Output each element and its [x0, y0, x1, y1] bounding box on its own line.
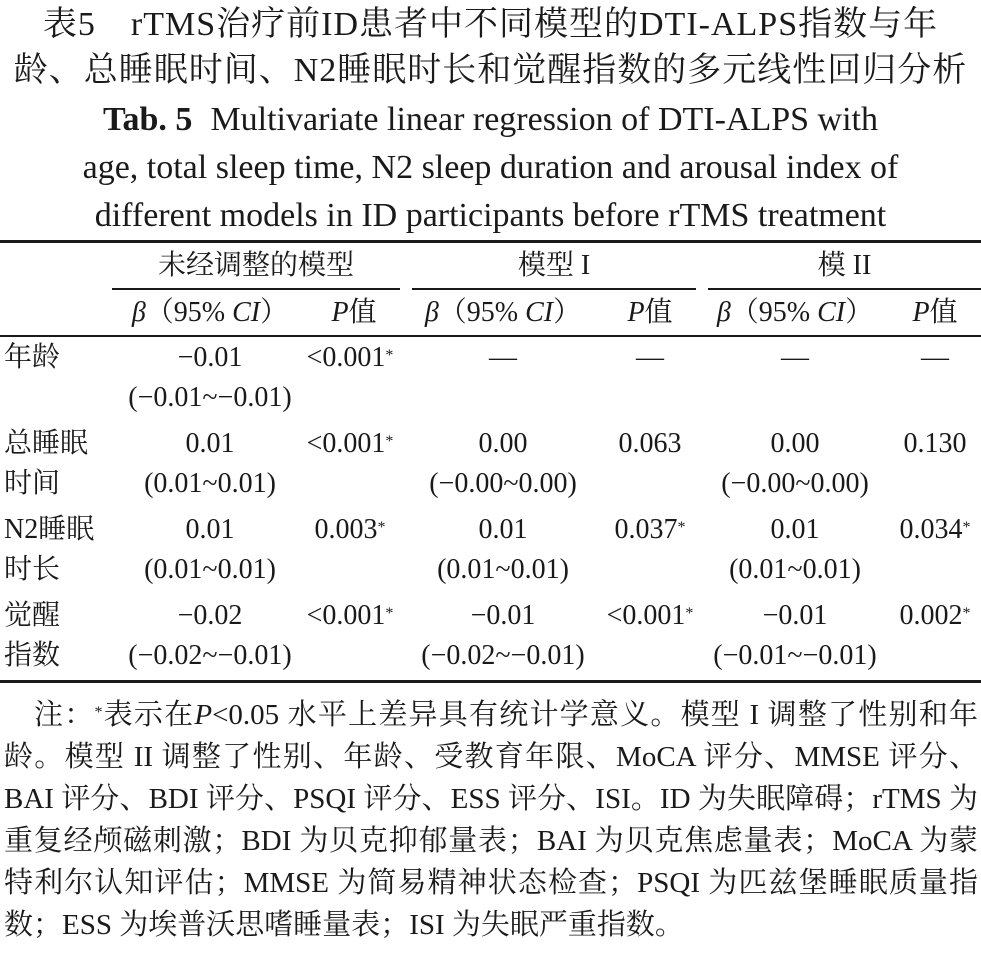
- caption-en-line3: different models in ID participants before rTMS treatment: [94, 197, 887, 234]
- cell-p: 0.003*: [314, 514, 386, 545]
- cell-p: 0.034*: [899, 514, 971, 545]
- row-label-total-sleep-2: 时间: [4, 468, 61, 499]
- caption-cn-line1: 表5 rTMS治疗前ID患者中不同模型的DTI-ALPS指数与年: [42, 6, 939, 43]
- cell-p: 0.002*: [899, 600, 971, 631]
- subheader-p-2: P值: [627, 297, 673, 328]
- caption-cn-line2: 龄、总睡眠时间、N2睡眠时长和觉醒指数的多元线性回归分析: [13, 52, 968, 89]
- cell-beta: 0.01: [185, 514, 235, 545]
- cell-ci: (0.01~0.01): [144, 554, 276, 585]
- cell-p: <0.001*: [306, 600, 394, 631]
- cell-beta: 0.01: [478, 514, 528, 545]
- subheader-p-3: P值: [912, 297, 958, 328]
- cell-beta: —: [781, 342, 809, 373]
- caption-en-label: Tab. 5: [102, 101, 193, 138]
- cell-beta: −0.01: [470, 600, 536, 631]
- caption-en-line2: age, total sleep time, N2 sleep duration and arousal index of: [82, 149, 899, 186]
- cell-p: <0.001*: [606, 600, 694, 631]
- table-top-rule: [0, 240, 981, 243]
- table-footnote: 注：*表示在P<0.05 水平上差异具有统计学意义。模型 I 调整了性别和年龄。模型 II 调整了性别、年龄、受教育年限、MoCA 评分、MMSE 评分、BAI 评分、BDI 评分、PSQI 评分、ESS 评分、ISI。ID 为失眠障碍；rTMS 为重复经颅磁刺激；BDI 为贝克抑郁量表；BAI 为贝克焦虑量表；MoCA 为蒙特利尔认知评估；MMSE 为简易精神状态检查；PSQI 为匹兹堡睡眠质量指数；ESS 为埃普沃思嗜睡量表；ISI 为失眠严重指数。: [4, 699, 978, 941]
- caption-en-line1: [0, 96, 981, 144]
- cell-beta: −0.01: [177, 342, 243, 373]
- table-bottom-rule: [0, 680, 981, 683]
- cell-ci: (−0.00~0.00): [721, 468, 869, 499]
- cell-p: <0.001*: [306, 428, 394, 459]
- cell-ci: (−0.01~−0.01): [128, 382, 292, 413]
- subheader-beta-3: β（95% CI）: [716, 297, 874, 328]
- cell-ci: (−0.00~0.00): [429, 468, 577, 499]
- row-label-total-sleep: 总睡眠: [4, 428, 89, 459]
- cell-p: 0.037*: [614, 514, 686, 545]
- group-rule-3: [708, 288, 981, 290]
- row-label-arousal: 觉醒: [4, 600, 61, 631]
- cell-ci: (−0.01~−0.01): [713, 640, 877, 671]
- group-header-unadjusted: 未经调整的模型: [157, 250, 354, 281]
- cell-beta: 0.00: [770, 428, 820, 459]
- row-label-age: 年龄: [4, 342, 61, 373]
- group-header-model-1: 模型 I: [517, 250, 591, 281]
- subheader-beta-1: β（95% CI）: [131, 297, 289, 328]
- cell-p: —: [921, 342, 949, 373]
- cell-p: <0.001*: [306, 342, 394, 373]
- cell-ci: (−0.02~−0.01): [421, 640, 585, 671]
- cell-ci: (0.01~0.01): [437, 554, 569, 585]
- cell-beta: 0.00: [478, 428, 528, 459]
- group-rule-1: [112, 288, 400, 290]
- cell-ci: (−0.02~−0.01): [128, 640, 292, 671]
- cell-p: 0.063: [618, 428, 682, 459]
- row-label-n2-sleep: N2睡眠: [4, 514, 95, 545]
- header-bottom-rule: [0, 335, 981, 337]
- caption-en-line1-text: Multivariate linear regression of DTI-ALPS with: [210, 101, 879, 138]
- group-rule-2: [412, 288, 696, 290]
- cell-beta: 0.01: [770, 514, 820, 545]
- group-header-model-2: 模 II: [817, 250, 872, 281]
- cell-beta: —: [489, 342, 517, 373]
- row-label-arousal-2: 指数: [4, 640, 61, 671]
- subheader-p-1: P值: [331, 297, 377, 328]
- cell-ci: (0.01~0.01): [144, 468, 276, 499]
- cell-ci: (0.01~0.01): [729, 554, 861, 585]
- row-label-n2-sleep-2: 时长: [4, 554, 61, 585]
- subheader-beta-2: β（95% CI）: [424, 297, 582, 328]
- cell-beta: −0.02: [177, 600, 243, 631]
- cell-p: 0.130: [903, 428, 967, 459]
- cell-beta: 0.01: [185, 428, 235, 459]
- cell-p: —: [636, 342, 664, 373]
- cell-beta: −0.01: [762, 600, 828, 631]
